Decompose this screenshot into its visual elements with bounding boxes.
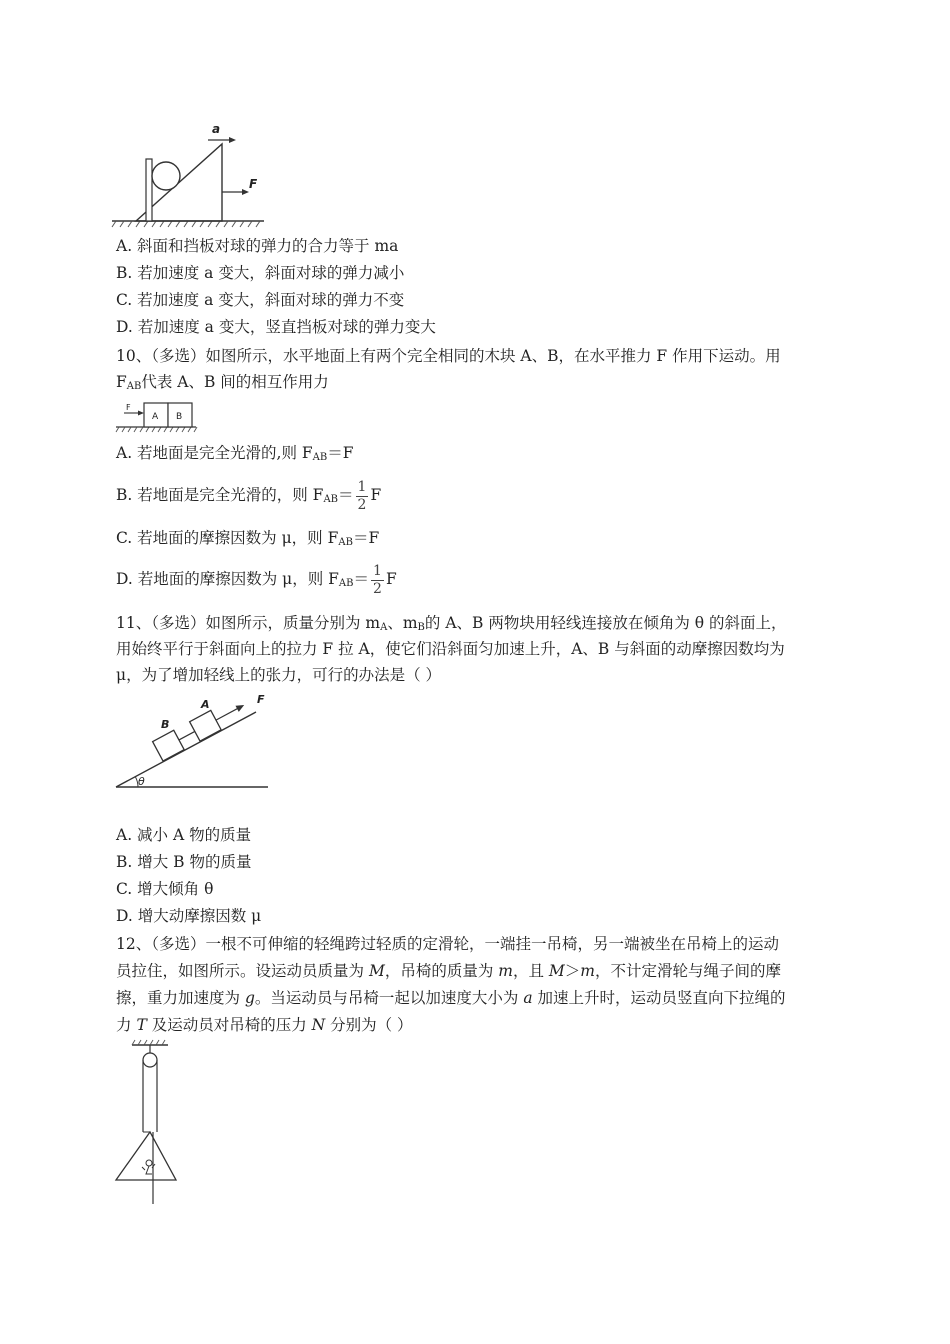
q10-option-d: D. 若地面的摩擦因数为 μ，则 $F_{AB}=$ $\frac{1}{2}$ F [116,562,397,597]
q12-stem-line1: 12、（多选）一根不可伸缩的轻绳跨过轻质的定滑轮，一端挂一吊椅，另一端被坐在吊椅上的运动 [116,935,779,953]
q9-option-b: B. 若加速度 a 变大，斜面对球的弹力减小 [116,264,405,282]
q10-option-d-fraction: $\frac{1}{2}$ [373,562,382,597]
q9-label-a: a [212,122,221,136]
q12-stem-line2: 员拉住，如图所示。设运动员质量为 M，吊椅的质量为 m，且 M＞m，不计定滑轮与绳子间的摩 [116,962,781,980]
q11-label-b: B [161,718,170,731]
q11-label-a: A [201,698,210,711]
q11-option-d: D. 增大动摩擦因数 μ [116,907,262,925]
q9-option-c: C. 若加速度 a 变大，斜面对球的弹力不变 [116,291,405,309]
q9-option-a: A. 斜面和挡板对球的弹力的合力等于 ma [116,237,399,255]
q11-stem-line3: μ，为了增加轻线上的张力，可行的办法是（ ） [116,666,442,684]
q9-option-d: D. 若加速度 a 变大，竖直挡板对球的弹力变大 [116,318,436,336]
q10-stem-line2: $F_{AB}$代表 A、B 间的相互作用力 [116,373,329,392]
q10-option-b-fraction: $\frac{1}{2}$ [357,478,367,513]
q9-label-f: F [249,177,258,191]
q12-stem-line3: 擦，重力加速度为 g。当运动员与吊椅一起以加速度大小为 a 加速上升时，运动员竖直向下拉绳的 [116,989,786,1007]
q10-option-c: C. 若地面的摩擦因数为 μ，则 $F_{AB}=F$ [116,529,380,548]
q10-label-a: A [152,412,159,422]
q12-pulley-chair-diagram [112,1040,176,1210]
q11-stem-line1: 11、（多选）如图所示，质量分别为 $m_A$、$m_B$的 A、B 两物块用轻线连接放在倾角为 θ 的斜面上， [116,614,787,633]
q10-label-b: B [176,412,183,422]
q11-incline-diagram [116,690,274,792]
q10-label-f: F [126,403,131,412]
q10-option-a: A. 若地面是完全光滑的,则 $F_{AB}=F$ [116,444,354,463]
q11-option-b: B. 增大 B 物的质量 [116,853,252,871]
q11-stem-line2: 用始终平行于斜面向上的拉力 F 拉 A，使它们沿斜面匀加速上升，A、B 与斜面的动摩擦因数均为 [116,640,785,658]
q11-label-theta: θ [138,775,145,788]
q11-option-a: A. 减小 A 物的质量 [116,826,252,844]
q10-option-b: B. 若地面是完全光滑的，则 $F_{AB}=$ $\frac{1}{2}$ F [116,478,382,513]
q11-label-f: F [257,693,265,706]
q9-incline-diagram [112,118,267,230]
q10-stem-line1: 10、（多选）如图所示，水平地面上有两个完全相同的木块 A、B，在水平推力 F 作用下运动。用 [116,347,781,365]
q12-stem-line4: 力 T 及运动员对吊椅的压力 N 分别为（ ） [116,1016,413,1034]
q10-blocks-diagram [116,400,198,434]
q11-option-c: C. 增大倾角 θ [116,880,214,898]
